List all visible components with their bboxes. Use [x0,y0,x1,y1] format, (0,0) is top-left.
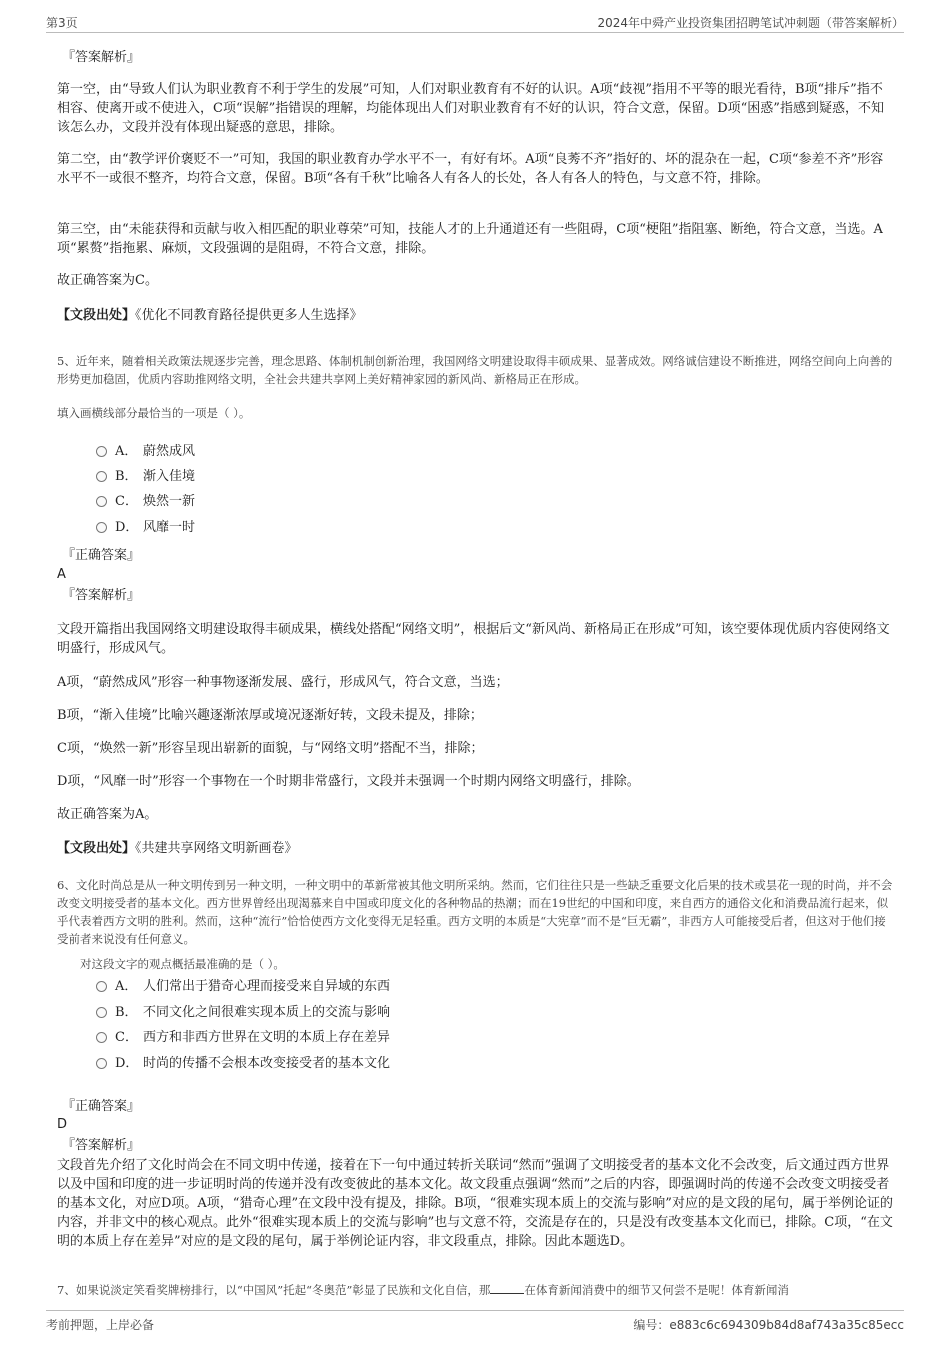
radio-icon[interactable] [96,496,107,507]
document-code: 编号：e883c6c694309b84d8af743a35c85ecc [633,1318,904,1332]
option-c[interactable]: C． 西方和非西方世界在文明的本质上存在差异 [96,1028,390,1048]
page-footer [46,1310,904,1333]
option-d[interactable]: D． 时尚的传播不会根本改变接受者的基本文化 [96,1054,390,1074]
analysis-paragraph: A项，“蔚然成风”形容一种事物逐渐发展、盛行，形成风气，符合文意，当选； [57,675,509,690]
document-title: 2024年中舜产业投资集团招聘笔试冲刺题（带答案解析） [597,16,904,30]
option-b[interactable]: B． 不同文化之间很难实现本质上的交流与影响 [96,1003,390,1023]
analysis-label: 『答案解析』 [62,1138,141,1153]
source-label: 【文段出处】 [57,841,136,856]
page-header [46,14,904,33]
analysis-label: 『答案解析』 [62,588,141,603]
question-prompt: 填入画横线部分最恰当的一项是（ ）。 [57,406,251,420]
analysis-paragraph: 第一空，由“导致人们认为职业教育不利于学生的发展”可知，人们对职业教育有不好的认识。A项“歧视”指用不平等的眼光看待，B项“排斥”指不相容、使离开或不使进入，C项“误解”指错误的理解，均能体现出人们对职业教育有不好的认识，符合文意，保留。D项“困惑”指感到疑惑，不知该怎么办，文段并没有体现出疑惑的意思，排除。 [57,82,884,135]
page-number: 第3页 [46,16,78,30]
source-title: 《共建共享网络文明新画卷》 [135,841,298,856]
radio-icon[interactable] [96,981,107,992]
source-line [57,306,893,325]
question-text: 6、文化时尚总是从一种文明传到另一种文明，一种文明中的革新常被其他文明所采纳。然而，它们往往只是一些缺乏重要文化后果的技术或昙花一现的时尚，并不会改变文明接受者的基本文化。西方世界曾经出现渴慕来自中国或印度文化的各种物品的热潮；而在19世纪的中国和印度，来自西方的通俗文化和消费品流行起来，似乎代表着西方文明的胜利。然而，这种“流行”恰恰使西方文化变得无足轻重。西方文明的本质是“大宪章”而不是“巨无霸”，非西方人可能接受后者，但这对于他们接受前者来说没有任何意义。 [57,878,893,946]
analysis-paragraph: C项，“焕然一新”形容呈现出崭新的面貌，与“网络文明”搭配不当，排除； [57,741,484,756]
correct-answer: A [57,567,66,582]
radio-icon[interactable] [96,1032,107,1043]
analysis-paragraph: D项，“风靡一时”形容一个事物在一个时期非常盛行，文段并未强调一个时期内网络文明盛行，排除。 [57,774,640,789]
source-label: 【文段出处】 [57,308,136,323]
radio-icon[interactable] [96,522,107,533]
radio-icon[interactable] [96,1007,107,1018]
option-d[interactable]: D． 风靡一时 [96,518,195,538]
option-b[interactable]: B． 渐入佳境 [96,467,195,487]
question-text: 7、如果说淡定笑看奖牌榜排行，以“中国风”托起“冬奥范”彰显了民族和文化自信，那 在体育新闻消费中的细节又何尝不是呢！体育新闻消 [57,1283,789,1297]
analysis-paragraph: B项，“渐入佳境”比喻兴趣逐渐浓厚或境况逐渐好转，文段未提及，排除； [57,708,483,723]
option-a[interactable]: A． 人们常出于猎奇心理而接受来自异域的东西 [96,977,390,997]
correct-answer-label: 『正确答案』 [62,1099,141,1114]
option-a[interactable]: A． 蔚然成风 [96,442,195,462]
conclusion: 故正确答案为C。 [57,273,158,288]
question-text: 5、近年来，随着相关政策法规逐步完善，理念思路、体制机制创新治理，我国网络文明建设取得丰硕成果、显著成效。网络诚信建设不断推进，网络空间向上向善的形势更加稳固，优质内容助推网络文明，全社会共建共享网上美好精神家园的新风尚、新格局正在形成。 [57,354,893,386]
analysis-label: 『答案解析』 [62,50,141,65]
question-prompt: 对这段文字的观点概括最准确的是（ ）。 [80,957,285,971]
blank-underline [490,1281,524,1294]
footer-slogan: 考前押题，上岸必备 [46,1318,155,1332]
correct-answer-label: 『正确答案』 [62,548,141,563]
radio-icon[interactable] [96,1058,107,1069]
radio-icon[interactable] [96,471,107,482]
correct-answer: D [57,1117,68,1132]
source-line [57,839,893,858]
analysis-paragraph: 第二空，由“教学评价褒贬不一”可知，我国的职业教育办学水平不一，有好有坏。A项“良莠不齐”指好的、坏的混杂在一起，C项“参差不齐”形容水平不一或很不整齐，均符合文意，保留。B项“各有千秋”比喻各人有各人的长处，各人有各人的特色，与文意不符，排除。 [57,152,884,186]
analysis-paragraph: 文段开篇指出我国网络文明建设取得丰硕成果，横线处搭配“网络文明”，根据后文“新风尚、新格局正在形成”可知，该空要体现优质内容使网络文明盛行，形成风气。 [57,622,890,656]
analysis-paragraph: 文段首先介绍了文化时尚会在不同文明中传递，接着在下一句中通过转折关联词“然而”强调了文明接受者的基本文化不会改变，后文通过西方世界以及中国和印度的进一步证明时尚的传递并没有改变彼此的基本文化。故文段重点强调“然而”之后的内容，即强调时尚的传递不会改变文明接受者的基本文化，对应D项。A项，“猎奇心理”在文段中没有提及，排除。B项，“很难实现本质上的交流与影响”对应的是文段的尾句，属于举例论证的内容，并非文中的核心观点。此外“很难实现本质上的交流与影响”也与文意不符，交流是存在的，只是没有改变基本文化而已，排除。C项，“在文明的本质上存在差异”对应的是文段的尾句，属于举例论证内容，非文段重点，排除。因此本题选D。 [57,1158,893,1249]
radio-icon[interactable] [96,446,107,457]
option-c[interactable]: C． 焕然一新 [96,492,195,512]
conclusion: 故正确答案为A。 [57,807,158,822]
source-title: 《优化不同教育路径提供更多人生选择》 [135,308,363,323]
analysis-paragraph: 第三空，由“未能获得和贡献与收入相匹配的职业尊荣”可知，技能人才的上升通道还有一些阻碍，C项“梗阻”指阻塞、断绝，符合文意，当选。A项“累赘”指拖累、麻烦，文段强调的是阻碍，不符合文意，排除。 [57,222,883,256]
